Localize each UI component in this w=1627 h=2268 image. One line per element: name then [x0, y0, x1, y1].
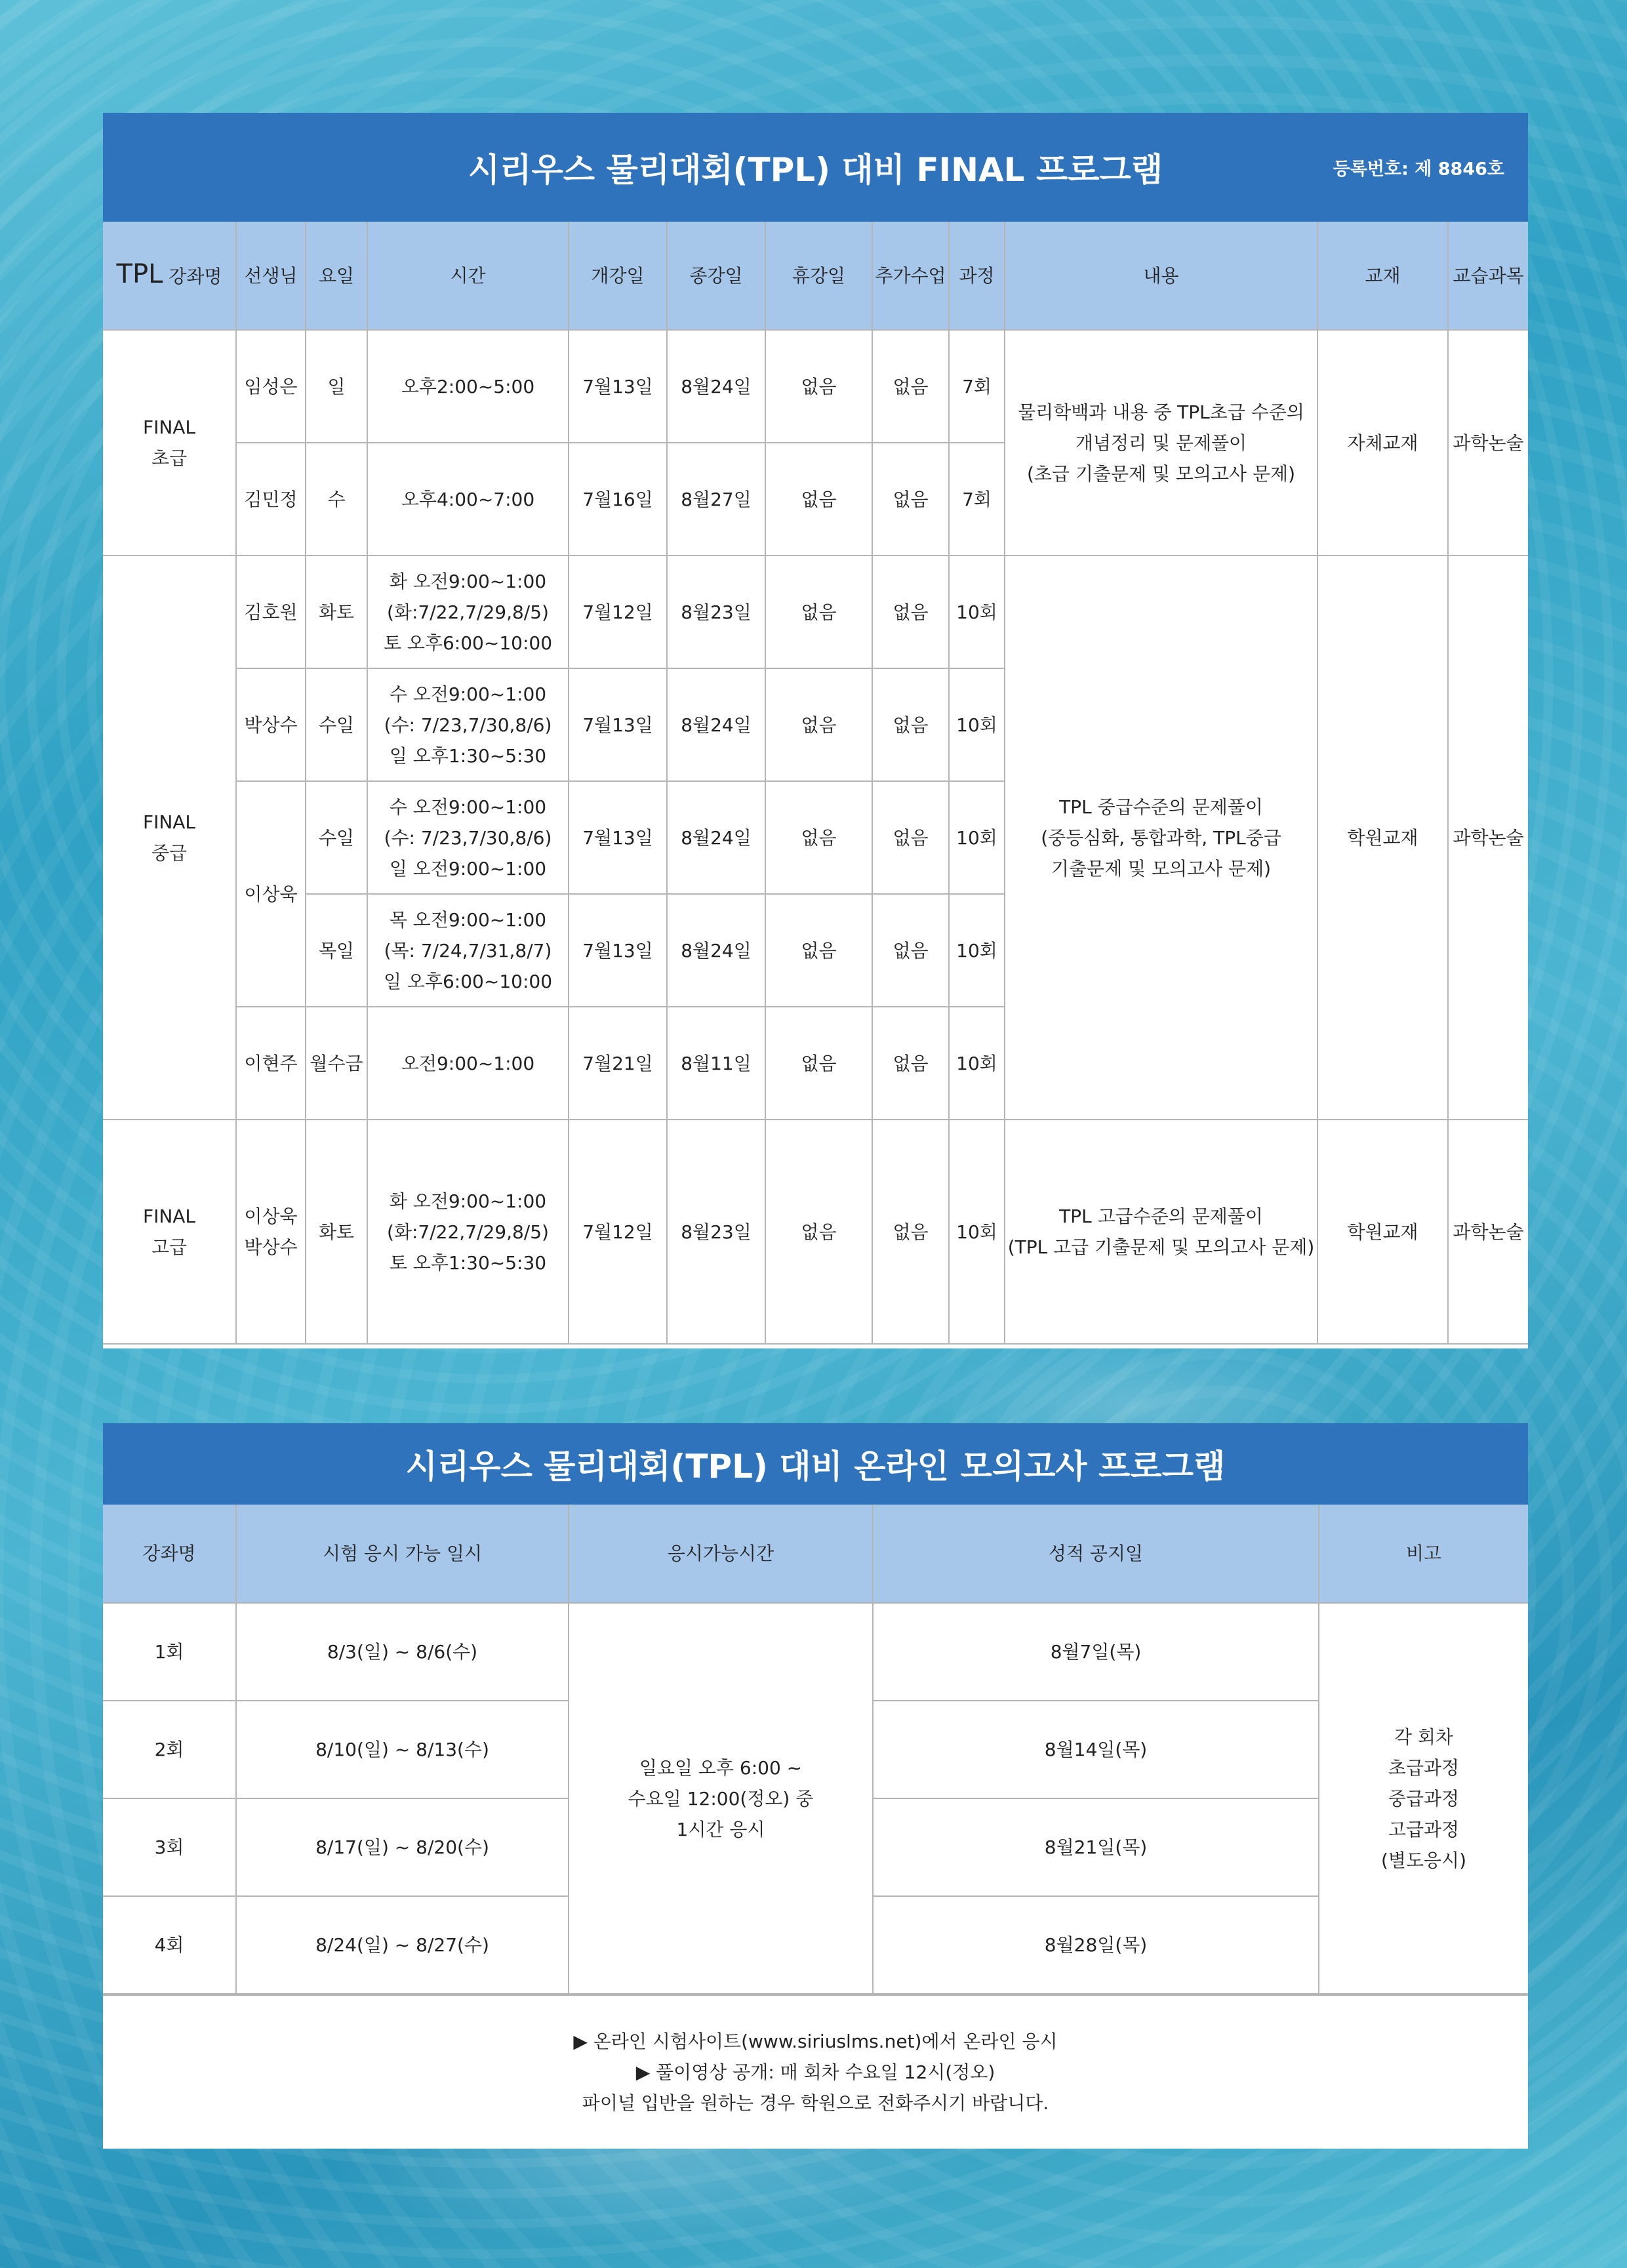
extra-cell: 없음: [872, 894, 949, 1007]
teacher-cell: 이현주: [236, 1007, 306, 1120]
content-cell: 물리학백과 내용 중 TPL초급 수준의 개념정리 및 문제풀이 (초급 기출문제 및 모의고사 문제): [1005, 330, 1317, 556]
start-cell: 7월13일: [569, 894, 667, 1007]
time-cell: 화 오전9:00~1:00 (화:7/22,7/29,8/5) 토 오후1:30~5:30: [367, 1120, 569, 1344]
break-cell: 없음: [765, 1120, 872, 1344]
extra-cell: 없음: [872, 668, 949, 781]
col-result-date: 성적 공지일: [873, 1505, 1319, 1603]
round-cell: 3회: [103, 1798, 236, 1896]
time-cell: 오후4:00~7:00: [367, 443, 569, 556]
sessions-cell: 10회: [949, 1007, 1005, 1120]
col-course: 강좌명: [103, 1505, 236, 1603]
col-break: 휴강일: [765, 222, 872, 330]
course-name: FINAL 초급: [103, 330, 236, 556]
start-cell: 7월16일: [569, 443, 667, 556]
final-program-header: [103, 113, 1528, 222]
round-cell: 1회: [103, 1603, 236, 1701]
col-course-label: 강좌명: [169, 266, 222, 287]
start-cell: 7월13일: [569, 781, 667, 894]
time-cell: 수 오전9:00~1:00 (수: 7/23,7/30,8/6) 일 오전9:00~1:00: [367, 781, 569, 894]
duration-cell: 일요일 오후 6:00 ~ 수요일 12:00(정오) 중 1시간 응시: [569, 1603, 873, 1994]
end-cell: 8월27일: [667, 443, 765, 556]
teacher-cell: 임성은: [236, 330, 306, 443]
time-cell: 목 오전9:00~1:00 (목: 7/24,7/31,8/7) 일 오후6:00~10:00: [367, 894, 569, 1007]
break-cell: 없음: [765, 1007, 872, 1120]
time-cell: 오후2:00~5:00: [367, 330, 569, 443]
note-contact: 파이널 입반을 원하는 경우 학원으로 전화주시기 바랍니다.: [582, 2092, 1049, 2114]
time-cell: 화 오전9:00~1:00 (화:7/22,7/29,8/5) 토 오후6:00~10:00: [367, 556, 569, 668]
day-cell: 일: [306, 330, 367, 443]
col-content: 내용: [1005, 222, 1317, 330]
end-cell: 8월11일: [667, 1007, 765, 1120]
result-cell: 8월14일(목): [873, 1701, 1319, 1798]
col-course: [103, 222, 236, 330]
break-cell: 없음: [765, 668, 872, 781]
teacher-cell: 김호원: [236, 556, 306, 668]
registration-number: 등록번호: 제 8846호: [1333, 159, 1504, 180]
end-cell: 8월23일: [667, 1120, 765, 1344]
extra-cell: 없음: [872, 1120, 949, 1344]
sessions-cell: 7회: [949, 443, 1005, 556]
day-cell: 수일: [306, 668, 367, 781]
teacher-cell: 이상욱 박상수: [236, 1120, 306, 1344]
final-program-panel: [103, 113, 1528, 1348]
end-cell: 8월23일: [667, 556, 765, 668]
col-subject: 교습과목: [1448, 222, 1528, 330]
round-cell: 2회: [103, 1701, 236, 1798]
col-note: 비고: [1319, 1505, 1528, 1603]
final-program-title: 시리우스 물리대회(TPL) 대비 FINAL 프로그램: [468, 151, 1163, 189]
col-start: 개강일: [569, 222, 667, 330]
note-solution-video: ▶ 풀이영상 공개: 매 회차 수요일 12시(정오): [635, 2061, 995, 2083]
col-exam-period: 시험 응시 가능 일시: [236, 1505, 569, 1603]
col-sessions: 과정: [949, 222, 1005, 330]
sessions-cell: 10회: [949, 1120, 1005, 1344]
start-cell: 7월12일: [569, 1120, 667, 1344]
day-cell: 화토: [306, 556, 367, 668]
table-row: [103, 1603, 1528, 1701]
course-name: FINAL 고급: [103, 1120, 236, 1344]
subject-cell: 과학논술: [1448, 330, 1528, 556]
textbook-cell: 자체교재: [1317, 330, 1448, 556]
day-cell: 목일: [306, 894, 367, 1007]
col-exam-duration: 응시가능시간: [569, 1505, 873, 1603]
note-online-site: ▶ 온라인 시험사이트(www.siriuslms.net)에서 온라인 응시: [573, 2030, 1058, 2052]
content-cell: TPL 고급수준의 문제풀이 (TPL 고급 기출문제 및 모의고사 문제): [1005, 1120, 1317, 1344]
start-cell: 7월13일: [569, 668, 667, 781]
teacher-cell: 이상욱: [236, 781, 306, 1007]
time-cell: 오전9:00~1:00: [367, 1007, 569, 1120]
day-cell: 수: [306, 443, 367, 556]
period-cell: 8/24(일) ~ 8/27(수): [236, 1896, 569, 1994]
result-cell: 8월21일(목): [873, 1798, 1319, 1896]
result-cell: 8월28일(목): [873, 1896, 1319, 1994]
result-cell: 8월7일(목): [873, 1603, 1319, 1701]
final-schedule-table: [103, 222, 1528, 1345]
sessions-cell: 10회: [949, 668, 1005, 781]
day-cell: 수일: [306, 781, 367, 894]
period-cell: 8/3(일) ~ 8/6(수): [236, 1603, 569, 1701]
textbook-cell: 학원교재: [1317, 1120, 1448, 1344]
online-program-title: 시리우스 물리대회(TPL) 대비 온라인 모의고사 프로그램: [405, 1448, 1226, 1486]
sessions-cell: 7회: [949, 330, 1005, 443]
textbook-cell: 학원교재: [1317, 556, 1448, 1120]
course-name: FINAL 중급: [103, 556, 236, 1120]
col-teacher: 선생님: [236, 222, 306, 330]
sessions-cell: 10회: [949, 556, 1005, 668]
subject-cell: 과학논술: [1448, 1120, 1528, 1344]
subject-cell: 과학논술: [1448, 556, 1528, 1120]
teacher-cell: 박상수: [236, 668, 306, 781]
break-cell: 없음: [765, 330, 872, 443]
end-cell: 8월24일: [667, 781, 765, 894]
online-exam-table: [103, 1505, 1528, 1995]
end-cell: 8월24일: [667, 894, 765, 1007]
day-cell: 월수금: [306, 1007, 367, 1120]
extra-cell: 없음: [872, 1007, 949, 1120]
extra-cell: 없음: [872, 556, 949, 668]
end-cell: 8월24일: [667, 330, 765, 443]
break-cell: 없음: [765, 556, 872, 668]
col-end: 종강일: [667, 222, 765, 330]
col-extra: 추가수업: [872, 222, 949, 330]
online-notes: [103, 1995, 1528, 2148]
col-day: 요일: [306, 222, 367, 330]
break-cell: 없음: [765, 443, 872, 556]
start-cell: 7월12일: [569, 556, 667, 668]
break-cell: 없음: [765, 894, 872, 1007]
period-cell: 8/17(일) ~ 8/20(수): [236, 1798, 569, 1896]
note-cell: 각 회차 초급과정 중급과정 고급과정 (별도응시): [1319, 1603, 1528, 1994]
start-cell: 7월13일: [569, 330, 667, 443]
extra-cell: 없음: [872, 330, 949, 443]
online-program-header: [103, 1423, 1528, 1505]
sessions-cell: 10회: [949, 781, 1005, 894]
end-cell: 8월24일: [667, 668, 765, 781]
col-textbook: 교재: [1317, 222, 1448, 330]
start-cell: 7월21일: [569, 1007, 667, 1120]
table-row: [103, 330, 1528, 443]
table-row: [103, 1120, 1528, 1344]
break-cell: 없음: [765, 781, 872, 894]
content-cell: TPL 중급수준의 문제풀이 (중등심화, 통합과학, TPL중급 기출문제 및 모의고사 문제): [1005, 556, 1317, 1120]
online-program-panel: [103, 1423, 1528, 2149]
time-cell: 수 오전9:00~1:00 (수: 7/23,7/30,8/6) 일 오후1:30~5:30: [367, 668, 569, 781]
sessions-cell: 10회: [949, 894, 1005, 1007]
teacher-cell: 김민정: [236, 443, 306, 556]
round-cell: 4회: [103, 1896, 236, 1994]
day-cell: 화토: [306, 1120, 367, 1344]
col-time: 시간: [367, 222, 569, 330]
table-row: [103, 556, 1528, 668]
period-cell: 8/10(일) ~ 8/13(수): [236, 1701, 569, 1798]
extra-cell: 없음: [872, 443, 949, 556]
extra-cell: 없음: [872, 781, 949, 894]
col-course-prefix: TPL: [116, 259, 163, 289]
